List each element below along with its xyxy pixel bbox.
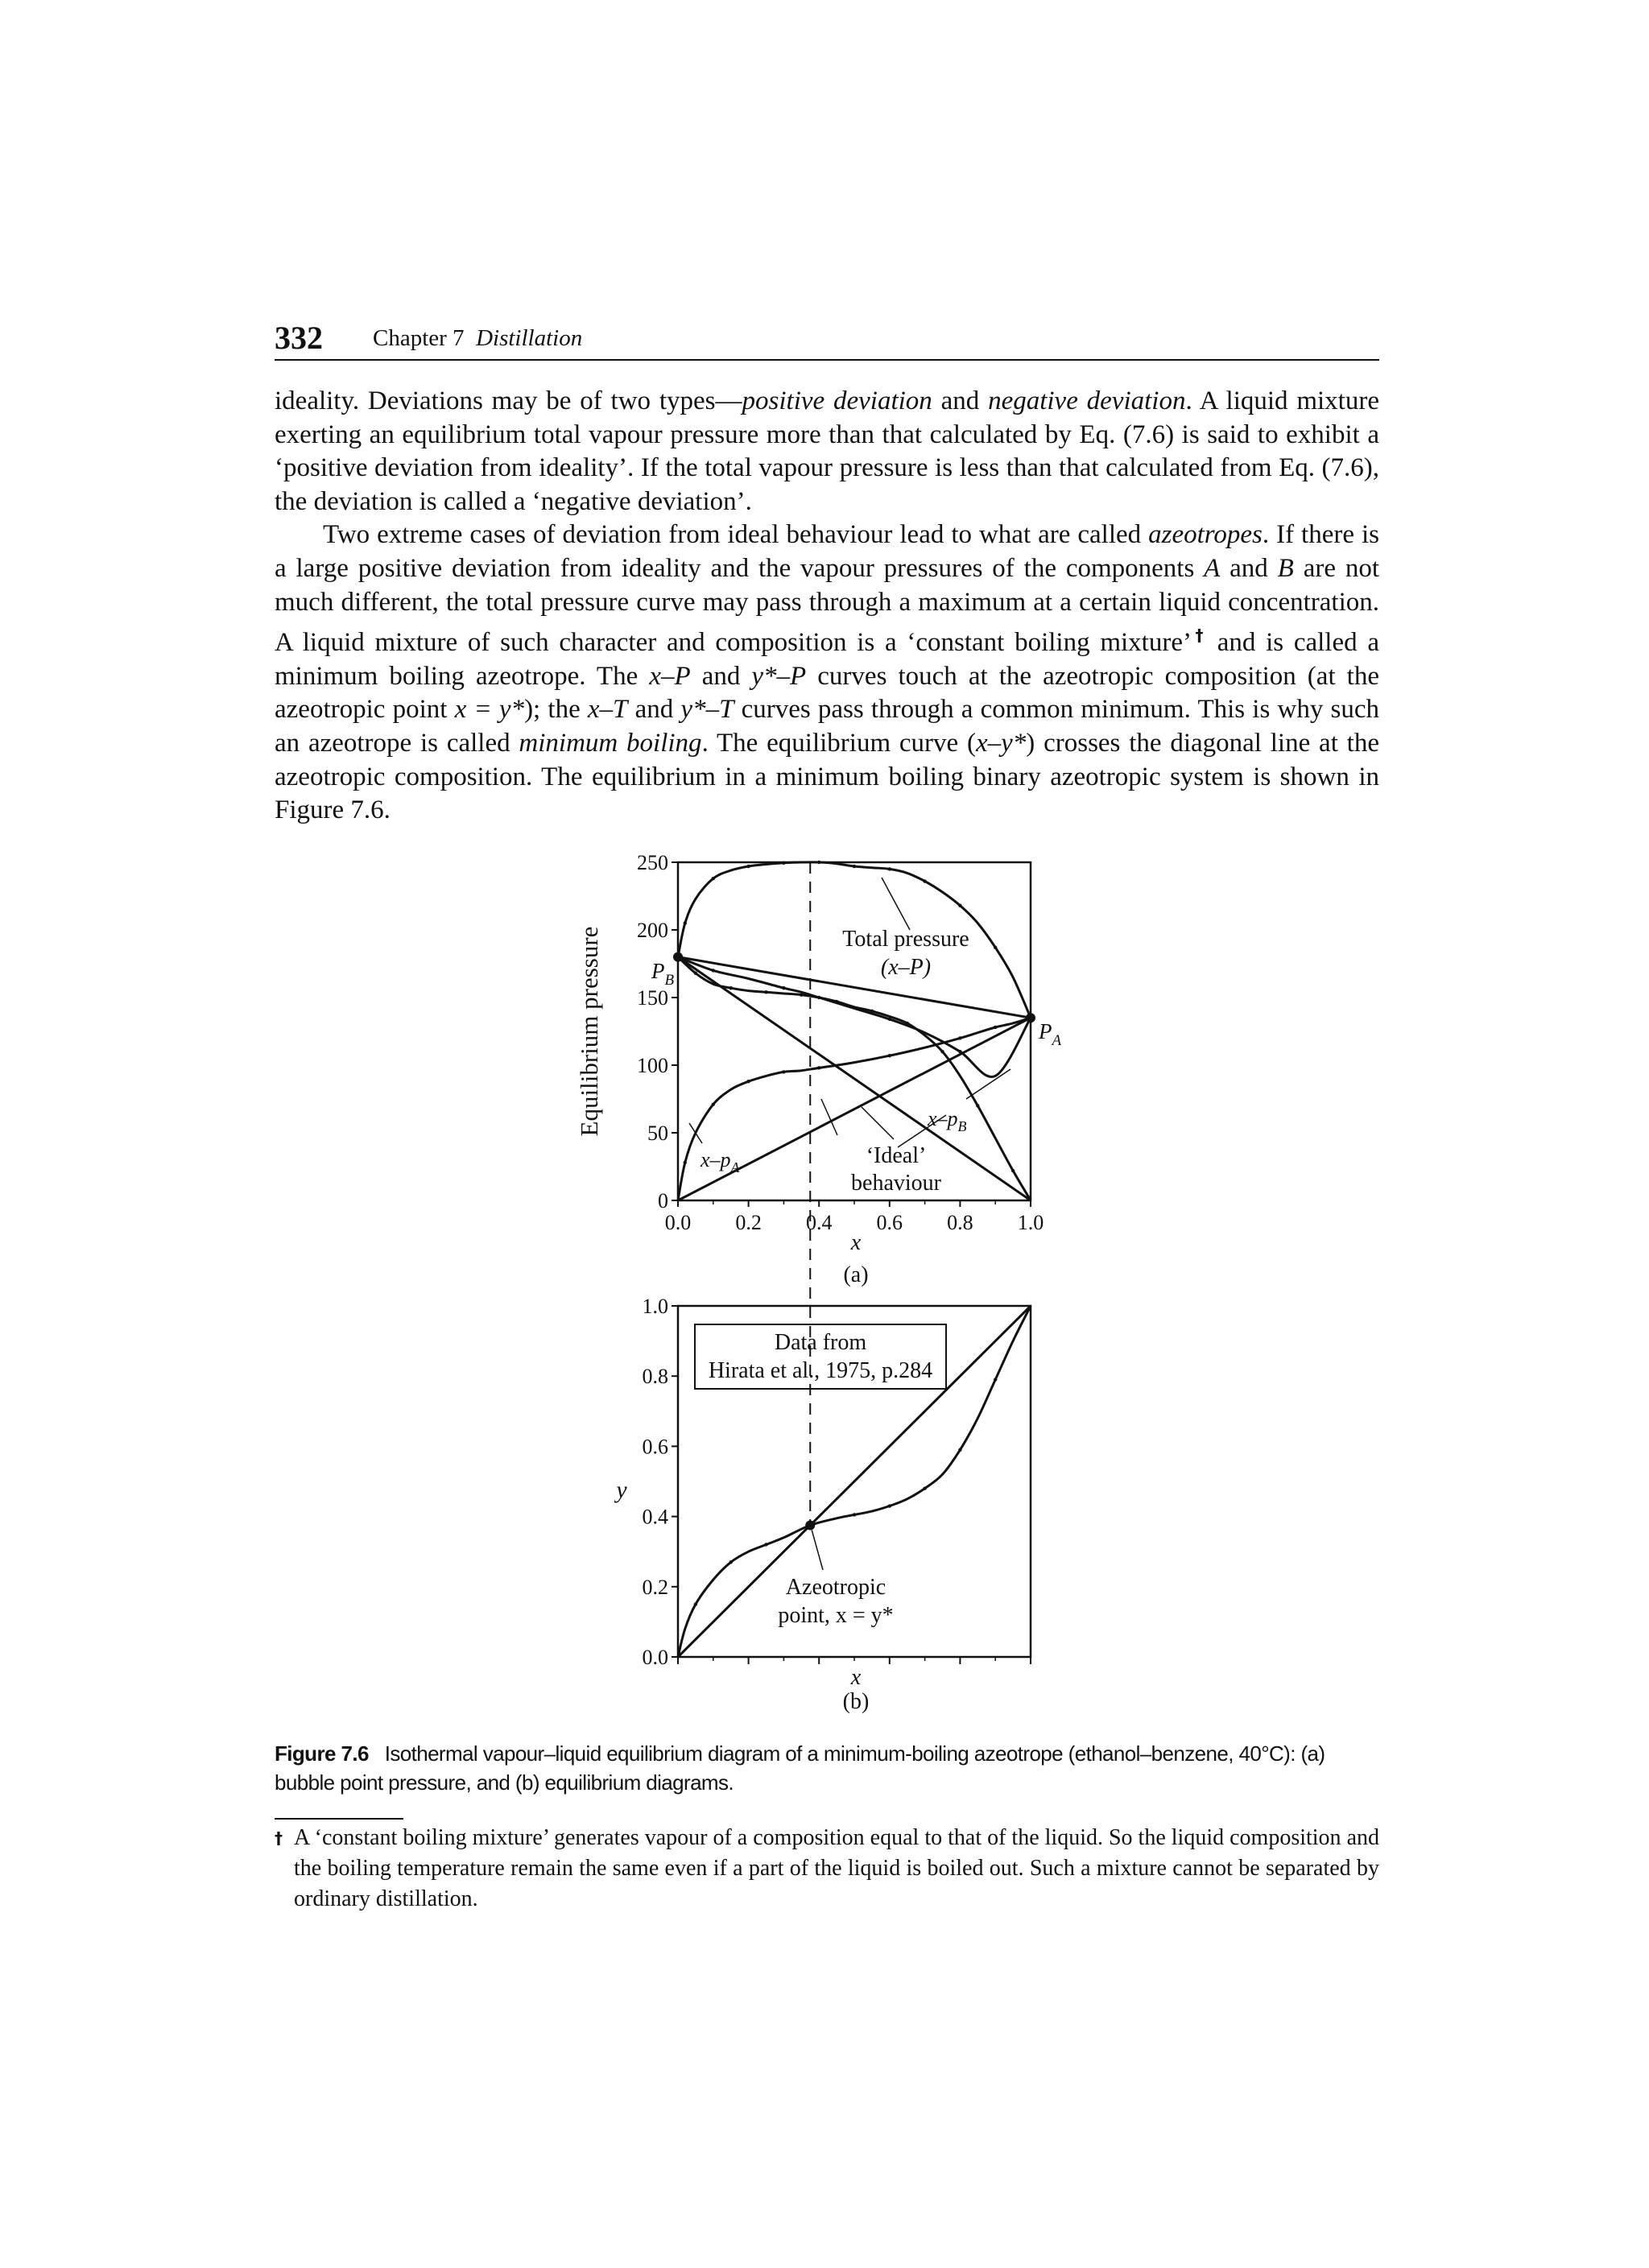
caption-label: Figure 7.6 [275,1741,369,1766]
data-point [712,1103,715,1106]
text-run: . A liquid mixture exerting an equilibrium total vapour pressure more than that calculated by Eq. (7.6) is said to exhibit a ‘positive deviation from ideality’. If the total vapour pressure is less than that calculated from Eq. (7.6), the deviation is called a ‘negative deviation’. [275,386,1379,516]
data-point [782,986,785,989]
data-point [976,1104,979,1107]
panel-a-ylabel: Equilibrium pressure [575,926,603,1137]
annot-data-from: Data from [774,1330,867,1355]
header-rule [275,359,1379,361]
panel-b-ytick-label: 0.4 [642,1505,668,1529]
annot-ideal: ‘Ideal’ [866,1143,927,1168]
panel-a-ytick-label: 150 [637,986,668,1010]
page-header [275,319,1379,356]
panel-a-ytick-label: 100 [637,1054,668,1077]
text-run: are not much different, the total pressure curve may pass through a maximum at a certain liquid concentration. A liquid mixture of such character and composition is a ‘constant boiling mixture’ [275,553,1379,658]
text-run: . If there is a large positive deviation from ideality and the vapour pressures of the components [275,520,1379,583]
annot-xp: (x–P) [880,955,932,980]
annot-xpa: $x-p_A$ [701,1148,740,1175]
footnote-ref[interactable]: † [1191,626,1207,646]
data-point [782,1070,785,1073]
annot-pb: $P_B$ [651,959,675,989]
panel-a-ytick-label: 50 [647,1122,668,1145]
panel-b-xlabel: x [850,1665,862,1690]
emphasis: negative deviation [988,386,1186,415]
data-point [853,1513,856,1516]
panel-a-ytick-label: 200 [637,919,668,942]
text-run: and [627,695,681,725]
data-point [888,1054,891,1057]
footnote-mark: † [275,1828,283,1848]
data-point [684,921,687,924]
annot-azeo-point: point, x = y* [778,1603,894,1628]
data-point [958,1448,961,1452]
text-run: and is called a minimum boiling azeotrope. The [275,628,1379,691]
paragraph-1 [275,385,1379,518]
emphasis: minimum boiling [519,728,702,758]
figure-caption [275,1739,1379,1797]
panel-b-ytick-label: 0.0 [642,1646,668,1669]
data-point [888,1504,891,1507]
data-point [712,969,715,972]
data-point [729,1560,733,1564]
text-run: curves touch at the azeotropic composition (at the azeotropic point [275,661,1379,725]
panel-b-ytick-label: 0.8 [642,1365,668,1389]
text-run: and [932,386,989,415]
panel-a-xtick-label: 0.8 [947,1211,973,1234]
leader-line [821,1099,837,1135]
figure-svg [564,849,1079,1690]
data-point [994,1378,997,1381]
data-point [888,867,891,870]
series-y-p [678,957,1031,1077]
data-point [729,986,733,989]
annot-behaviour: behaviour [851,1171,941,1196]
data-point [958,904,961,907]
data-point [817,996,820,999]
text-run: and [690,661,752,691]
emphasis: x = y* [454,695,525,725]
data-point [694,1602,697,1605]
pa-point [1026,1013,1035,1022]
panel-a-ytick-label: 0 [658,1189,668,1212]
data-point [994,946,997,949]
annot-pa: $P_A$ [1039,1019,1062,1049]
panel-a-xtick-label: 0.2 [735,1211,762,1234]
panel-b-ytick-label: 0.6 [642,1435,668,1459]
data-point [940,1050,944,1053]
data-point [853,865,856,868]
annot-xpb: $x-p_B$ [928,1107,967,1134]
data-point [764,1543,767,1546]
data-point [923,879,926,882]
data-point [764,990,767,994]
panel-b-label: (b) [842,1689,870,1714]
leader-line [882,878,910,930]
leader-line [862,1107,894,1139]
panel-a-xtick-label: 0.6 [876,1211,903,1234]
annot-hirata: Hirata et al., 1975, p.284 [708,1358,933,1383]
footnote [275,1823,1379,1915]
page-number: 332 [275,320,323,356]
panel-a-frame [678,862,1031,1200]
pb-point [673,952,683,962]
data-point [746,1080,750,1083]
caption-text: Isothermal vapour–liquid equilibrium diagram of a minimum-boiling azeotrope (ethanol–benzene, 40°C): (a) bubble point pressure, and (b) equilibrium diagrams. [275,1741,1325,1795]
text-run: . The equilibrium curve ( [701,728,976,758]
text-run: ) crosses the diagonal line at the azeotropic composition. The equilibrium in a minimum boiling binary azeotropic system is shown in Figure 7.6. [275,728,1379,825]
panel-a-xtick-label: 1.0 [1017,1211,1044,1234]
leader-line [812,1531,823,1571]
footnote-text: A ‘constant boiling mixture’ generates vapour of a composition equal to that of the liquid. So the liquid composition and the boiling temperature remain the same even if a part of the liquid is boiled out. Such a mixture cannot be separated by ordinary distillation. [294,1825,1379,1911]
panel-b-ytick-label: 0.2 [642,1575,668,1599]
panel-a-label: (a) [843,1262,869,1287]
data-point [817,861,820,864]
data-point [923,1487,926,1490]
data-point [888,1018,891,1021]
panel-a-ytick-label: 250 [637,851,668,874]
data-point [994,1026,997,1029]
emphasis: y*–P [751,661,807,691]
text-run: ideality. Deviations may be of two types— [275,386,742,415]
running-head [373,325,582,352]
paragraph-2 [275,518,1379,827]
emphasis: x–y* [976,728,1027,758]
data-point [958,1036,961,1039]
emphasis: x–P [649,661,691,691]
text-run: Two extreme cases of deviation from ideal behaviour lead to what are called [323,520,1149,550]
chapter-title: Distillation [476,325,583,351]
emphasis: azeotropes [1148,520,1263,550]
panel-b-ytick-label: 1.0 [642,1295,668,1318]
leader-line [966,1069,1010,1099]
text-run: curves pass through a common minimum. This is why such an azeotrope is called [275,695,1379,758]
figure-7-6 [564,849,1079,1690]
data-point [694,972,697,975]
data-point [1011,1169,1015,1172]
panel-b-ylabel: y [616,1477,627,1503]
annot-azeotropic: Azeotropic [785,1575,886,1600]
annot-total-pressure: Total pressure [842,927,969,952]
data-point [746,865,750,868]
data-point [712,877,715,880]
emphasis: x–T [587,695,628,725]
panel-a-xtick-label: 0.0 [664,1211,692,1234]
data-point [782,861,785,865]
data-point [684,1161,687,1164]
panel-a-xlabel: x [850,1230,862,1255]
body-text [275,385,1379,828]
emphasis: A [1204,553,1221,583]
chapter-number: Chapter 7 [373,325,465,351]
panel-a-xtick-label: 0.4 [805,1211,833,1234]
emphasis: B [1277,553,1294,583]
footnote-rule [275,1818,403,1820]
text-run: ); the [524,695,588,725]
emphasis: positive deviation [742,386,932,415]
text-run: and [1220,553,1278,583]
emphasis: y*–T [680,695,734,725]
data-point [817,1066,820,1069]
